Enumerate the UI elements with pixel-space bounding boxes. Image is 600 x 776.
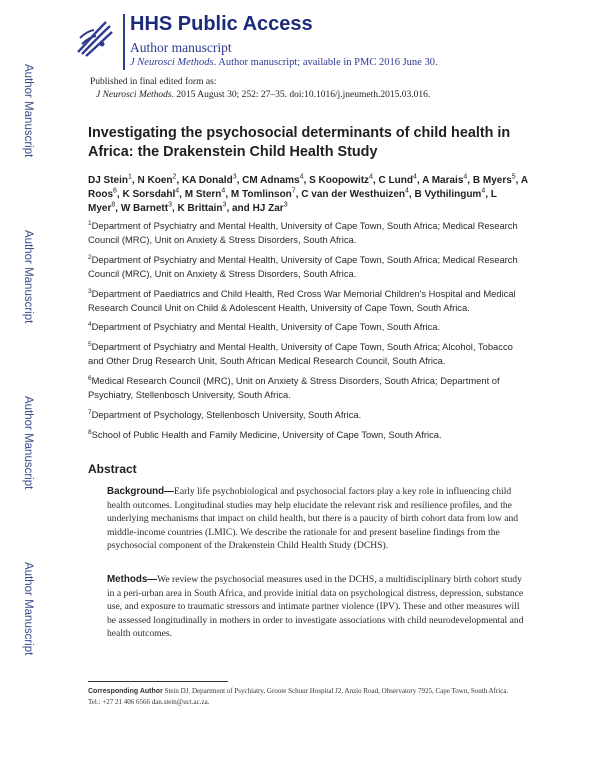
author-affiliation-sup: 8 bbox=[111, 202, 116, 210]
author-affiliation-sup: 3 bbox=[283, 202, 288, 210]
author-affiliation-sup: 4 bbox=[221, 187, 226, 195]
author-name: A Marais bbox=[422, 175, 464, 186]
author-separator: , bbox=[236, 175, 243, 186]
author-name: C Lund bbox=[378, 175, 413, 186]
affiliation-number: 4 bbox=[88, 321, 92, 329]
affiliation-item bbox=[88, 374, 528, 402]
author-affiliation-sup: 3 bbox=[168, 202, 172, 210]
author-affiliation-sup: 6 bbox=[113, 187, 117, 195]
affiliation-text: Department of Psychiatry and Mental Health, University of Cape Town, South Africa; Medical Research Council (MRC), Unit on Anxiety & Stress Disorders, South Africa. bbox=[88, 253, 518, 279]
methods-label: Methods— bbox=[107, 574, 158, 585]
affiliation-text: Department of Psychology, Stellenbosch University, South Africa. bbox=[91, 408, 362, 420]
author-name: HJ Zar bbox=[252, 203, 284, 215]
affiliation-text: School of Public Health and Family Medicine, University of Cape Town, South Africa. bbox=[91, 428, 442, 440]
affiliation-item bbox=[88, 253, 528, 281]
side-label-2: Author Manuscript bbox=[22, 230, 34, 324]
author-separator: , bbox=[485, 189, 491, 201]
side-label-3: Author Manuscript bbox=[22, 396, 34, 490]
author-affiliation-sup: 4 bbox=[369, 173, 373, 181]
header-divider bbox=[123, 14, 125, 70]
hhs-journal: J Neurosci Methods bbox=[130, 57, 214, 68]
affiliation-number: 8 bbox=[88, 428, 92, 436]
author-separator: , bbox=[408, 189, 415, 201]
affiliation-item bbox=[88, 340, 528, 368]
methods-text: We review the psychosocial measures used in the DCHS, a multidisciplinary birth cohort study in a peri-urban area in South Africa, and provide initial data on psychological distress, depression, substance use, and exposure to traumatic stressors and intimate partner violence (IPV). These and other measures will be assessed longitudinally in mothers in order to investigate associations with child neurodevelopmental and health outcomes. bbox=[107, 574, 524, 640]
affiliation-number: 2 bbox=[88, 253, 92, 261]
hhs-subtitle: Author manuscript bbox=[130, 40, 232, 55]
author-affiliation-sup: 4 bbox=[412, 173, 417, 181]
affiliation-item bbox=[88, 428, 528, 442]
author-separator: , bbox=[176, 175, 182, 186]
published-line2-rest: . 2015 August 30; 252: 27–35. doi:10.1016/j.jneumeth.2015.03.016. bbox=[171, 90, 431, 100]
affiliation-number: 3 bbox=[88, 287, 92, 295]
author-separator: , bbox=[372, 175, 379, 186]
affiliation-number: 6 bbox=[88, 375, 92, 383]
author-separator: , bbox=[295, 189, 302, 201]
author-list bbox=[88, 174, 528, 217]
affiliation-text: Department of Paediatrics and Child Health, Red Cross War Memorial Children's Hospital and Medical Research Council Unit on Child & Adolescent Health, University of Cape Town, South Africa. bbox=[88, 287, 516, 313]
author-separator: , bbox=[115, 203, 121, 215]
article-title: Investigating the psychosocial determinants of child health in Africa: the Drakenstein Child Health Study bbox=[88, 125, 511, 160]
author-separator: , bbox=[116, 189, 123, 201]
author-affiliation-sup: 4 bbox=[405, 187, 409, 195]
author-name: KA Donald bbox=[181, 175, 233, 186]
affiliation-text: Department of Psychiatry and Mental Health, University of Cape Town, South Africa; Alcohol, Tobacco and Other Drug Research Unit, South African Medical Research Council, South Africa. bbox=[88, 341, 513, 367]
author-name: M Tomlinson bbox=[230, 189, 292, 201]
affiliation-number: 5 bbox=[88, 341, 92, 349]
author-name: B Myers bbox=[472, 175, 512, 186]
author-affiliation-sup: 4 bbox=[463, 173, 468, 181]
affiliation-number: 1 bbox=[88, 219, 92, 227]
background-text: Early life psychobiological and psychosocial factors play a key role in influencing child health outcomes. Longitudinal studies may help elucidate the relevant risk and resilience profiles, and the underlying mechanisms that impact on child health, but there is a paucity of birth cohort data from low and middle-income countries (LMIC). We describe the rationale for and present baseline findings from the psychosocial component of the Drakenstein Child Health Study (DCHS). bbox=[107, 486, 519, 552]
author-name: W Barnett bbox=[120, 203, 169, 215]
author-affiliation-sup: 4 bbox=[175, 187, 180, 195]
author-name: DJ Stein bbox=[88, 175, 129, 186]
author-affiliation-sup: 3 bbox=[222, 202, 227, 210]
hhs-citation bbox=[130, 57, 438, 68]
affiliation-item bbox=[88, 408, 528, 422]
hhs-eagle-logo bbox=[72, 14, 116, 58]
author-affiliation-sup: 1 bbox=[128, 173, 132, 181]
author-affiliation-sup: 4 bbox=[299, 173, 304, 181]
corresponding-text: Stein DJ. Department of Psychiatry, Groote Schuur Hospital J2, Anzio Road, Observatory 7925, Cape Town, South Africa. Tel.: +27 21 406 6566 dan.stein@uct.ac.za. bbox=[88, 687, 509, 706]
author-name: K Brittain bbox=[177, 203, 223, 215]
author-affiliation-sup: 7 bbox=[291, 187, 296, 195]
author-separator: , bbox=[225, 189, 231, 201]
background-label: Background— bbox=[107, 486, 174, 497]
published-journal: J Neurosci Methods bbox=[96, 90, 172, 100]
affiliation-text: Department of Psychiatry and Mental Health, University of Cape Town, South Africa. bbox=[91, 321, 441, 333]
author-separator: , bbox=[416, 175, 423, 186]
author-affiliation-sup: 4 bbox=[481, 187, 486, 195]
abstract-methods bbox=[107, 573, 525, 641]
published-line2 bbox=[90, 89, 430, 102]
author-separator: , bbox=[131, 175, 138, 186]
published-line1: Published in final edited form as: bbox=[90, 77, 217, 87]
abstract-background bbox=[107, 485, 525, 553]
author-separator: , bbox=[467, 175, 473, 186]
affiliations bbox=[88, 219, 528, 448]
affiliation-text: Medical Research Council (MRC), Unit on Anxiety & Stress Disorders, South Africa; Department of Psychiatry, Stellenbosch University, South Africa. bbox=[88, 375, 500, 401]
hhs-citation-rest: . Author manuscript; available in PMC 2016 June 30. bbox=[213, 57, 438, 68]
affiliation-text: Department of Psychiatry and Mental Health, University of Cape Town, South Africa; Medical Research Council (MRC), Unit on Anxiety & Stress Disorders, South Africa. bbox=[88, 220, 518, 245]
author-name: M Stern bbox=[184, 189, 222, 201]
footnote-rule bbox=[88, 681, 228, 682]
author-name: B Vythilingum bbox=[414, 189, 482, 201]
corresponding-label: Corresponding Author bbox=[88, 688, 163, 695]
author-name: S Koopowitz bbox=[309, 175, 370, 186]
author-separator: , bbox=[303, 175, 310, 186]
author-separator: , bbox=[515, 175, 521, 186]
affiliation-item bbox=[88, 320, 528, 334]
side-label-1: Author Manuscript bbox=[22, 64, 34, 158]
author-separator: , bbox=[179, 189, 185, 201]
author-name: C van der Westhuizen bbox=[301, 189, 405, 201]
author-name: CM Adnams bbox=[242, 175, 300, 186]
author-separator: , bbox=[171, 203, 178, 215]
author-name: K Sorsdahl bbox=[122, 189, 176, 201]
author-affiliation-sup: 2 bbox=[172, 173, 177, 181]
abstract-heading: Abstract bbox=[88, 462, 137, 476]
side-label-4: Author Manuscript bbox=[22, 562, 34, 656]
author-affiliation-sup: 3 bbox=[232, 173, 237, 181]
affiliation-item bbox=[88, 287, 528, 315]
author-name: N Koen bbox=[137, 175, 173, 186]
published-info bbox=[90, 76, 430, 102]
author-name: L Myer bbox=[88, 189, 497, 215]
author-separator: , and bbox=[226, 203, 253, 215]
hhs-title: HHS Public Access bbox=[130, 13, 313, 35]
author-name: A Roos bbox=[88, 175, 528, 201]
affiliation-number: 7 bbox=[88, 408, 92, 416]
author-affiliation-sup: 5 bbox=[511, 173, 516, 181]
corresponding-author bbox=[88, 686, 518, 707]
affiliation-item bbox=[88, 219, 528, 247]
